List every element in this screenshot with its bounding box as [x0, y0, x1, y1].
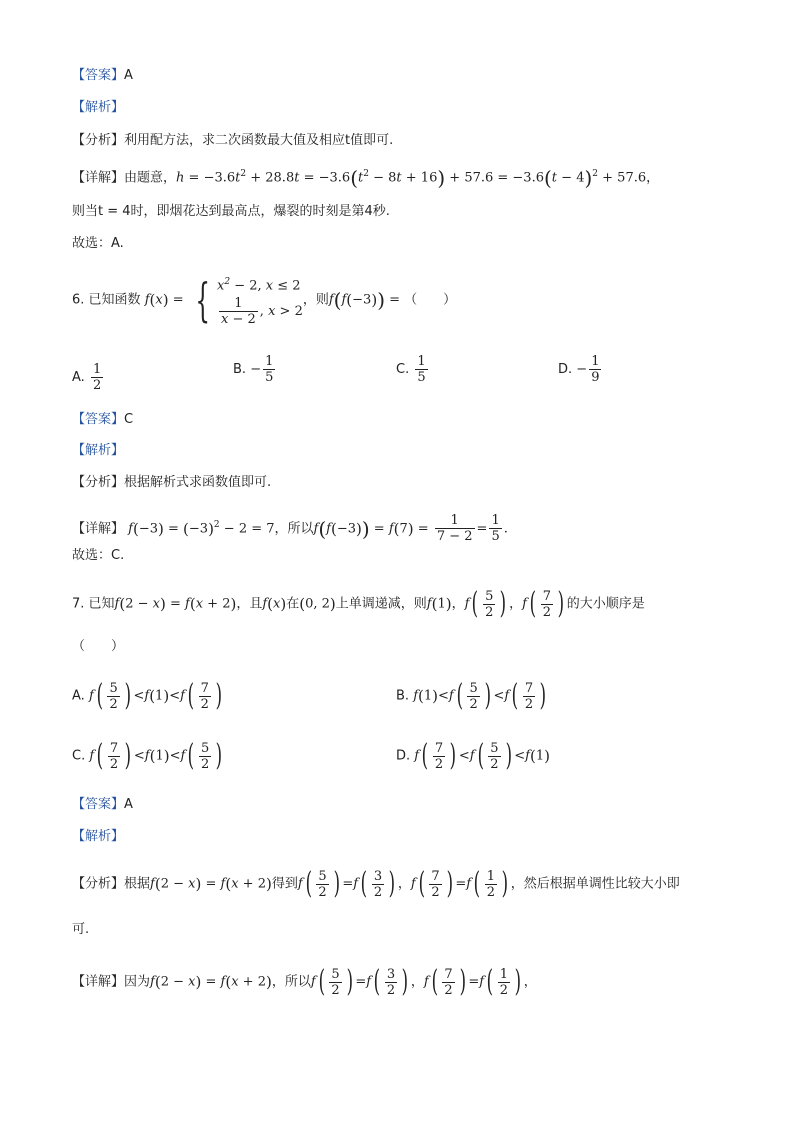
q6-stem: 6. 已知函数 f(x) = { $x^2 - 2$, x ≤ 2 $\frac{1}{x - 2}$ , x > 2 ，则f(f(−3)) = （ ） [72, 273, 457, 327]
q5-choice-line [72, 234, 124, 254]
q6-xiangjie-line: 【详解】 $f(-3) = (-3)^2 - 2 = 7$，所以f(f(−3)) = f(7) = $\frac{1}{7 - 2}$ = $\frac{1}{5}$ . [72, 513, 508, 545]
q7-xiangjie-mid: ，所以 [271, 974, 311, 990]
q7-option-a-letter: A. [72, 688, 85, 704]
q6-option-d-value: $\frac{1}{9}$ [591, 354, 600, 385]
answer-label: 【答案】 [72, 68, 125, 83]
q6-option-c-letter: C. [396, 362, 410, 377]
q6-option-d: D. − $\frac{1}{9}$ [558, 354, 600, 385]
q6-fenxi-text: 根据解析式求函数值即可. [124, 475, 272, 490]
analysis-label: 【解析】 [72, 829, 125, 844]
q5-xiangjie-intro: 由题意， [124, 170, 177, 186]
q6-answer-value: C [124, 412, 134, 427]
q6-piecewise-brace: { [195, 273, 210, 327]
q6-option-a-letter: A. [72, 370, 85, 385]
q7-option-a: A. f( $\frac{5}{2}$ ) <f(1)<f( $\frac{7}{2}$ ) [72, 678, 222, 713]
q7-stem-mid2: 在 [286, 596, 300, 612]
q7-answer-value: A [124, 797, 133, 812]
q6-stem-post: ，则 [302, 292, 329, 308]
analysis-label: 【解析】 [72, 443, 125, 458]
q6-xiangjie-mid: ，所以 [274, 521, 314, 537]
q6-answer-line [72, 410, 133, 430]
q7-fenxi-post: ，然后根据单调性比较大小即 [510, 876, 680, 892]
q5-formula: h [176, 170, 185, 186]
analysis-label: 【解析】 [72, 100, 125, 115]
q7-stem: 7. 已知f(2 − x) = f(x + 2)，且f(x)在(0, 2)上单调递减，则f(1)，f( $\frac{5}{2}$ ) ，f( $\frac{7}{2}$ ) 的大小顺序是 [72, 586, 645, 621]
q5-choice-value: A. [111, 236, 124, 251]
q6-option-d-letter: D. [558, 362, 573, 377]
q6-option-c [396, 354, 430, 385]
q7-xiangjie-pre: 因为 [124, 974, 151, 990]
q7-option-d-letter: D. [396, 748, 411, 764]
q7-fenxi-cont: 可. [72, 922, 90, 937]
q5-answer-value: A [124, 68, 133, 83]
q6-stem-pre: 6. 已知函数 [72, 292, 141, 308]
q7-analysis-heading [72, 827, 124, 847]
q6-piecewise-cases: $x^2 - 2$, x ≤ 2 $\frac{1}{x - 2}$ , x > 2 [217, 277, 303, 327]
xiangjie-label: 【详解】 [72, 170, 125, 186]
q7-stem-end: 的大小顺序是 [566, 596, 645, 612]
q7-fenxi-line: 【分析】根据f(2 − x) = f(x + 2)得到f( $\frac{5}{2}$ ) =f( $\frac{3}{2}$ ) ，f( $\frac{7}{2}$ ) =f( $\frac{1}{2}$ ) ，然后根据单调性比较大小即 [72, 866, 680, 901]
xiangjie-label: 【详解】 [72, 521, 125, 537]
q7-fenxi-mid: 得到 [271, 876, 298, 892]
q7-option-c-letter: C. [72, 748, 86, 764]
q6-option-b-value: $\frac{1}{5}$ [265, 354, 274, 385]
q7-stem-mid1: ，且 [236, 596, 263, 612]
fenxi-label: 【分析】 [72, 133, 125, 148]
q7-xiangjie-line: 【详解】因为f(2 − x) = f(x + 2)，所以f( $\frac{5}{2}$ ) =f( $\frac{3}{2}$ ) ，f( $\frac{7}{2}$ ) =f( $\frac{1}{2}$ ) ， [72, 964, 537, 999]
q6-option-a-value: $\frac{1}{2}$ [92, 362, 102, 393]
guxuan-label: 故选： [72, 548, 112, 563]
q7-answer-line [72, 795, 133, 815]
q5-analysis-heading [72, 98, 124, 118]
answer-label: 【答案】 [72, 797, 125, 812]
q6-option-a [72, 362, 105, 393]
q7-option-b: B. f(1)<f( $\frac{5}{2}$ ) <f( $\frac{7}{2}$ ) [396, 678, 547, 713]
q7-option-d: D. f( $\frac{7}{2}$ ) <f( $\frac{5}{2}$ ) <f(1) [396, 738, 550, 773]
q7-stem-mid3: 上单调递减，则 [335, 596, 427, 612]
xiangjie-label: 【详解】 [72, 974, 125, 990]
fenxi-label: 【分析】 [72, 475, 125, 490]
fenxi-label: 【分析】 [72, 876, 125, 892]
q7-option-b-letter: B. [396, 688, 410, 704]
q6-option-b-letter: B. [233, 362, 247, 377]
q6-analysis-heading [72, 441, 124, 461]
q6-option-b: B. − $\frac{1}{5}$ [233, 354, 274, 385]
q5-answer-line [72, 66, 133, 86]
q6-choice-line [72, 546, 124, 566]
q5-fenxi-text: 利用配方法，求二次函数最大值及相应t值即可. [124, 133, 394, 148]
q6-stem-tail: （ ） [404, 292, 457, 308]
guxuan-label: 故选： [72, 236, 112, 251]
answer-label: 【答案】 [72, 412, 125, 427]
q7-stem-pre: 7. 已知 [72, 596, 115, 612]
q7-stem-paren: （ ） [72, 639, 125, 654]
q5-fenxi-line [72, 131, 393, 151]
q5-xiangjie-line: 【详解】由题意，$h = -3.6t^2 + 28.8t = -3.6(t^2 - 8t + 16) + 57.6 = -3.6(t - 4)^2 + 57.6$， [72, 165, 660, 190]
q6-fenxi-line [72, 473, 271, 493]
q7-option-c: C. f( $\frac{7}{2}$ ) <f(1)<f( $\frac{5}{2}$ ) [72, 738, 223, 773]
q6-choice-value: C. [111, 548, 125, 563]
q5-conclusion: 则当t = 4时，即烟花达到最高点，爆裂的时刻是第4秒. [72, 204, 390, 219]
q7-fenxi-pre: 根据 [124, 876, 151, 892]
q6-option-c-value: $\frac{1}{5}$ [417, 354, 426, 385]
